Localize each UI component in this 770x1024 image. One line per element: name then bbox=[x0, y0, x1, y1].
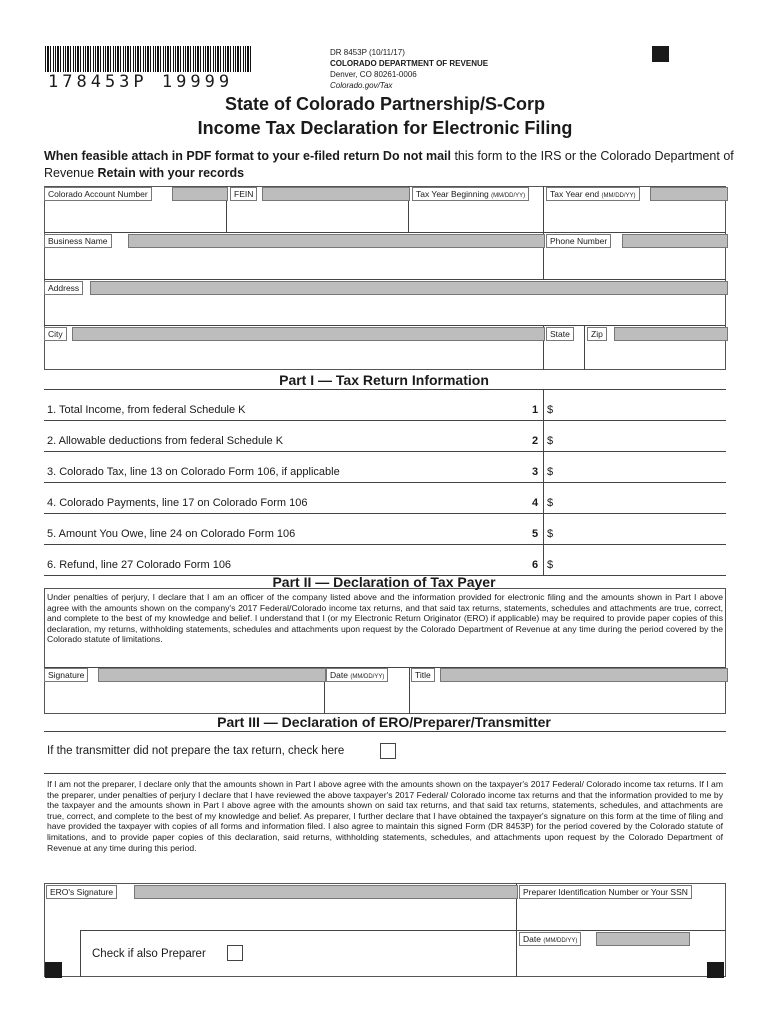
colorado-account-number-label: Colorado Account Number bbox=[44, 187, 152, 201]
taxpayer-signature-input[interactable] bbox=[46, 683, 322, 712]
date-label bbox=[326, 668, 388, 682]
dollar-sign: $ bbox=[547, 497, 554, 509]
instruction-text: this form to the IRS or the Colorado Department of Revenue bbox=[44, 149, 734, 180]
tax-year-beginning-text: Tax Year Beginning bbox=[416, 189, 489, 199]
check-if-preparer-label: Check if also Preparer bbox=[92, 948, 206, 960]
instruction-bold-2: Retain with your records bbox=[97, 166, 245, 180]
line-amount-input[interactable] bbox=[557, 396, 724, 420]
taxpayer-date-input[interactable] bbox=[326, 683, 407, 712]
taxpayer-title-input[interactable] bbox=[411, 683, 724, 712]
ero-signature-input[interactable] bbox=[46, 900, 514, 930]
line-label: 3. Colorado Tax, line 13 on Colorado Form 106, if applicable bbox=[47, 466, 340, 478]
title-label: Title bbox=[411, 668, 435, 682]
dollar-sign: $ bbox=[547, 559, 554, 571]
fein-input[interactable] bbox=[228, 202, 406, 230]
city-label: City bbox=[44, 327, 67, 341]
line-label: 1. Total Income, from federal Schedule K bbox=[47, 404, 246, 416]
department-name: COLORADO DEPARTMENT OF REVENUE bbox=[330, 59, 489, 68]
ero-date-text: Date bbox=[523, 934, 541, 944]
phone-number-label: Phone Number bbox=[546, 234, 611, 248]
transmitter-check-label: If the transmitter did not prepare the tax return, check here bbox=[47, 745, 345, 757]
dollar-sign: $ bbox=[547, 466, 554, 478]
address-input[interactable] bbox=[46, 296, 724, 323]
barcode bbox=[45, 46, 253, 72]
line-amount-input[interactable] bbox=[557, 489, 724, 513]
line-amount-input[interactable] bbox=[557, 427, 724, 451]
line-number: 3 bbox=[532, 466, 539, 478]
line-number: 6 bbox=[532, 559, 539, 571]
tax-year-beginning-input[interactable] bbox=[410, 202, 541, 230]
business-name-label: Business Name bbox=[44, 234, 112, 248]
ero-declaration-text: If I am not the preparer, I declare only that the amounts shown in Part I above agree with the amounts shown on the taxpayer's 2017 Federal/ Colorado income tax returns. If I am the preparer, under penalties of perjury I declare that I have reviewed the above taxpayer's 2017 Federal/ Colorado income tax returns and that the information provided to me by the taxpayer and the amounts shown in Part I above agree with the amounts shown on said tax returns, and that said tax returns, statements, schedules, and attachments are true, correct, and complete to the best of my knowledge and belief. As preparer, I further declare that I have obtained the taxpayer's signature on this form at the time of filing and have provided the taxpayer with copies of all forms and information filed. I also agree to maintain this signed Form (DR 8453P) for the period covered by the Colorado statute of limitations, and to provide paper copies of this declaration, said returns, withholding statements, schedules, and attachments upon request by the Colorado Department of Revenue at any time during this period. bbox=[47, 779, 723, 853]
instruction-bold-1: When feasible attach in PDF format to your e-filed return Do not mail bbox=[44, 149, 451, 163]
tax-year-end-format: (MM/DD/YY) bbox=[601, 193, 636, 199]
line-label: 5. Amount You Owe, line 24 on Colorado Form 106 bbox=[47, 528, 296, 540]
address-label: Address bbox=[44, 281, 83, 295]
dollar-sign: $ bbox=[547, 404, 554, 416]
part1-title: Part I — Tax Return Information bbox=[279, 372, 489, 388]
form-title-line2: Income Tax Declaration for Electronic Filing bbox=[197, 118, 573, 138]
preparer-id-label: Preparer Identification Number or Your SSN bbox=[519, 885, 692, 899]
department-website: Colorado.gov/Tax bbox=[330, 81, 393, 90]
part3-title: Part III — Declaration of ERO/Preparer/Transmitter bbox=[217, 714, 551, 730]
transmitter-checkbox[interactable] bbox=[380, 743, 396, 759]
tax-year-beginning-format: (MM/DD/YY) bbox=[491, 193, 526, 199]
tax-year-end-input[interactable] bbox=[545, 202, 724, 230]
line-number: 2 bbox=[532, 435, 539, 447]
tax-year-beginning-label bbox=[412, 187, 529, 201]
zip-input[interactable] bbox=[586, 342, 724, 368]
line-label: 4. Colorado Payments, line 17 on Colorado Form 106 bbox=[47, 497, 308, 509]
registration-mark-bottom-right bbox=[707, 962, 724, 978]
fein-label: FEIN bbox=[230, 187, 257, 201]
line-label: 6. Refund, line 27 Colorado Form 106 bbox=[47, 559, 232, 571]
zip-label: Zip bbox=[587, 327, 607, 341]
line-amount-input[interactable] bbox=[557, 458, 724, 482]
date-label-format: (MM/DD/YY) bbox=[350, 674, 385, 680]
ero-date-label bbox=[519, 932, 581, 946]
line-amount-input[interactable] bbox=[557, 551, 724, 575]
registration-mark-top bbox=[652, 46, 669, 62]
ero-signature-label: ERO's Signature bbox=[46, 885, 117, 899]
business-name-input[interactable] bbox=[46, 249, 541, 277]
form-title-line1: State of Colorado Partnership/S-Corp bbox=[224, 94, 546, 114]
state-input[interactable] bbox=[545, 342, 582, 368]
ero-date-format: (MM/DD/YY) bbox=[543, 938, 578, 944]
tax-year-end-text: Tax Year end bbox=[550, 189, 600, 199]
form-id: DR 8453P (10/11/17) bbox=[330, 48, 405, 57]
signature-label: Signature bbox=[44, 668, 88, 682]
city-input[interactable] bbox=[46, 342, 541, 368]
also-preparer-checkbox[interactable] bbox=[227, 945, 243, 961]
line-number: 5 bbox=[532, 528, 539, 540]
part2-title: Part II — Declaration of Tax Payer bbox=[272, 574, 496, 590]
barcode-number: 178453P 19999 bbox=[48, 72, 234, 92]
line-number: 4 bbox=[532, 497, 539, 509]
line-number: 1 bbox=[532, 404, 539, 416]
colorado-account-number-input[interactable] bbox=[46, 202, 224, 230]
state-label: State bbox=[546, 327, 574, 341]
taxpayer-declaration-text: Under penalties of perjury, I declare that I am an officer of the company listed above and the information provided for electronic filing and the amounts shown in Part I above agree with the amounts shown on the company's 2017 Federal/Colorado income tax returns, and that said tax returns, statements, schedules and attachments are true, correct, and complete to the best of my knowledge and belief. I understand that I (or my Electronic Return Originator (ERO) if applicable) may be required to provide paper copies of this declaration, my returns, withholding statements, schedules and attachments upon request by the Colorado Department of Revenue at any time during the period covered by the Colorado statute of limitations. bbox=[47, 592, 723, 645]
ero-date-input[interactable] bbox=[518, 947, 724, 975]
dollar-sign: $ bbox=[547, 528, 554, 540]
tax-year-end-label bbox=[546, 187, 640, 201]
filing-instructions bbox=[44, 148, 744, 182]
dollar-sign: $ bbox=[547, 435, 554, 447]
registration-mark-bottom-left bbox=[45, 962, 62, 978]
line-label: 2. Allowable deductions from federal Schedule K bbox=[47, 435, 284, 447]
line-amount-input[interactable] bbox=[557, 520, 724, 544]
date-label-text: Date bbox=[330, 670, 348, 680]
preparer-id-input[interactable] bbox=[518, 900, 724, 930]
phone-number-input[interactable] bbox=[545, 249, 724, 277]
department-address: Denver, CO 80261-0006 bbox=[330, 70, 417, 79]
